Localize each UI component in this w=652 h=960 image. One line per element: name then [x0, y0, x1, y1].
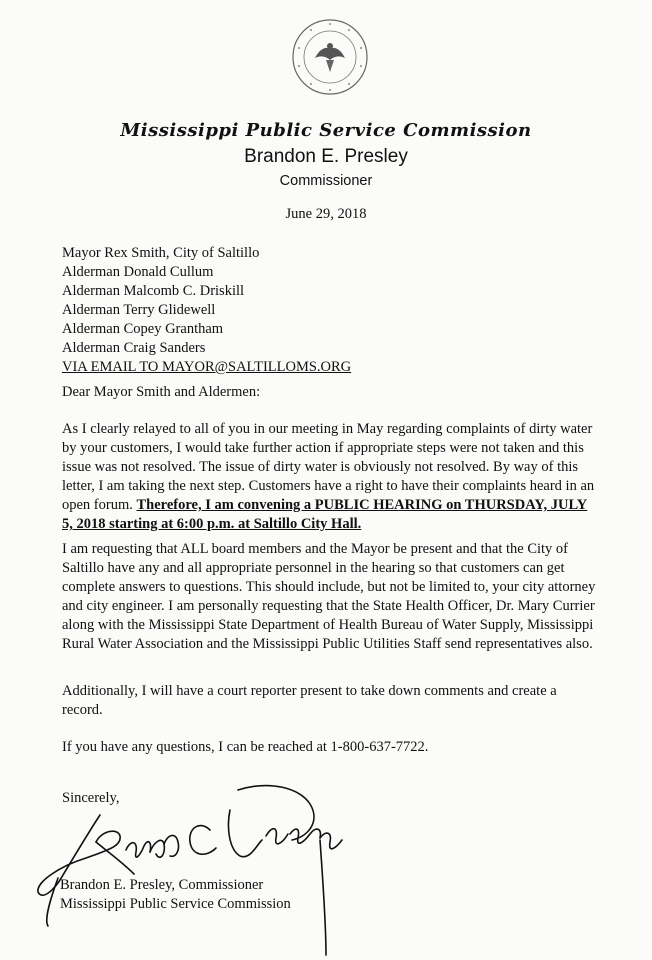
recipient-line: Alderman Copey Grantham [62, 321, 224, 337]
recipient-line: Alderman Donald Cullum [62, 264, 214, 280]
recipient-line: Alderman Terry Glidewell [62, 302, 216, 318]
handwritten-signature [30, 770, 350, 960]
letterhead-title: Commissioner [279, 173, 373, 189]
paragraph-text: As I clearly relayed to all of you in our meeting in May regarding complaints of dirty water by your customers, I would take further action if appropriate steps were not taken and this issue was not resolved. The issue of dirty water is obviously not resolved. By way of this letter, I am taking the next step. Customers have a right to have their complaints heard in an open forum. [62, 421, 595, 513]
letterhead-name: Brandon E. Presley [244, 146, 408, 167]
closing: Sincerely, [62, 790, 120, 806]
paragraph-request: I am requesting that ALL board members and the Mayor be present and that the City of Saltillo have any and all appropriate personnel in the hearing so that customers can get complete answers to questions. This should include, but not be limited to, your city attorney and city engineer. I am personally requesting that the State Health Officer, Dr. Mary Currier along with the Mississippi State Department of Health Bureau of Water Supply, Mississippi Rural Water Association and the Mississippi Public Utilities Staff send representatives also. [62, 541, 596, 652]
paragraph-contact: If you have any questions, I can be reached at 1-800-637-7722. [62, 739, 429, 755]
recipient-line: Mayor Rex Smith, City of Saltillo [62, 245, 260, 261]
signature-block [60, 876, 291, 914]
hearing-announcement: Therefore, I am convening a PUBLIC HEARING on THURSDAY, JULY 5, 2018 starting at 6:00 p.m. at Saltillo City Hall. [62, 497, 588, 532]
salutation: Dear Mayor Smith and Aldermen: [62, 384, 261, 400]
signatory-name: Brandon E. Presley, Commissioner [60, 877, 264, 893]
paragraph-court-reporter: Additionally, I will have a court reporter present to take down comments and create a record. [62, 683, 557, 718]
letterhead-organization: Mississippi Public Service Commission [120, 120, 532, 141]
state-seal-icon [291, 18, 369, 96]
recipient-line: Alderman Malcomb C. Driskill [62, 283, 245, 299]
paragraph-complaint [62, 420, 598, 534]
letter-date: June 29, 2018 [285, 206, 367, 222]
via-email-line: VIA EMAIL TO MAYOR@SALTILLOMS.ORG [62, 359, 352, 375]
recipient-line: Alderman Craig Sanders [62, 340, 206, 356]
recipient-block [62, 244, 351, 377]
signatory-organization: Mississippi Public Service Commission [60, 896, 291, 912]
